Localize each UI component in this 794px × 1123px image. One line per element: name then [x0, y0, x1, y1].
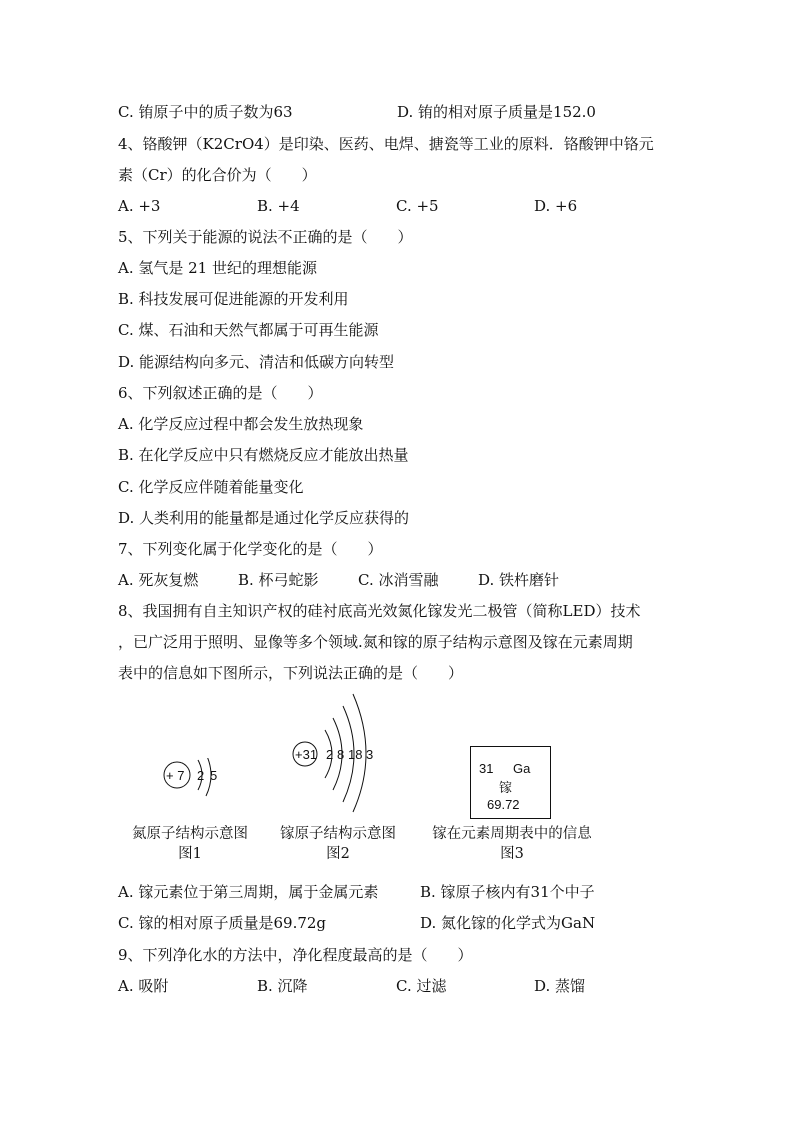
- gallium-electrons-shell-2: 8: [337, 747, 345, 762]
- gallium-atom-diagram: [285, 688, 395, 813]
- q7-option-c: C. 冰消雪融: [358, 571, 439, 589]
- gallium-electrons-shell-4: 3: [366, 747, 374, 762]
- gallium-atomic-number: 31: [479, 761, 494, 776]
- gallium-element-name: 镓: [499, 781, 513, 796]
- gallium-nucleus-charge: +31: [295, 747, 318, 762]
- q6-option-c: C. 化学反应伴随着能量变化: [118, 478, 304, 496]
- q4-option-b: B. +4: [257, 197, 300, 215]
- q4-option-c: C. +5: [396, 197, 439, 215]
- q8-stem-line3: 表中的信息如下图所示，下列说法正确的是（ ）: [118, 664, 464, 682]
- q8-stem-line2: ，已广泛用于照明、显像等多个领域.氮和镓的原子结构示意图及镓在元素周期: [118, 633, 633, 651]
- q7-stem: 7、下列变化属于化学变化的是（ ）: [118, 540, 383, 558]
- nitrogen-nucleus-charge: + 7: [166, 768, 185, 783]
- q4-option-d: D. +6: [534, 197, 578, 215]
- q6-option-b: B. 在化学反应中只有燃烧反应才能放出热量: [118, 446, 409, 464]
- q9-option-a: A. 吸附: [118, 977, 169, 995]
- fig2-caption: [268, 824, 408, 864]
- q3-option-c: C. 铕原子中的质子数为63: [118, 103, 293, 121]
- q4-option-a: A. +3: [118, 197, 161, 215]
- q6-option-a: A. 化学反应过程中都会发生放热现象: [118, 415, 364, 433]
- gallium-electrons-shell-3: 18: [348, 747, 363, 762]
- q5-option-c: C. 煤、石油和天然气都属于可再生能源: [118, 321, 379, 339]
- q7-option-a: A. 死灰复燃: [118, 571, 199, 589]
- q4-stem-line2: 素（Cr）的化合价为（ ）: [118, 166, 317, 184]
- fig1-label: 图1: [178, 846, 202, 862]
- q5-option-b: B. 科技发展可促进能源的开发利用: [118, 290, 349, 308]
- q8-stem-line1: 8、我国拥有自主知识产权的硅衬底高光效氮化镓发光二极管（简称LED）技术: [118, 602, 641, 620]
- gallium-atomic-mass: 69.72: [487, 797, 520, 812]
- gallium-periodic-table-cell: [470, 746, 551, 819]
- nitrogen-electrons-shell-2: 5: [210, 768, 218, 783]
- q8-option-d: D. 氮化镓的化学式为GaN: [420, 914, 596, 932]
- q5-option-d: D. 能源结构向多元、清洁和低碳方向转型: [118, 353, 395, 371]
- fig3-label: 图3: [500, 846, 524, 862]
- q6-option-d: D. 人类利用的能量都是通过化学反应获得的: [118, 509, 410, 527]
- q9-stem: 9、下列净化水的方法中，净化程度最高的是（ ）: [118, 946, 473, 964]
- q4-stem-line1: 4、铬酸钾（K2CrO4）是印染、医药、电焊、搪瓷等工业的原料．铬酸钾中铬元: [118, 135, 654, 153]
- nitrogen-electrons-shell-1: 2: [197, 768, 205, 783]
- fig3-caption: [422, 824, 602, 864]
- fig1-caption: [120, 824, 260, 864]
- q7-option-d: D. 铁杵磨针: [478, 571, 560, 589]
- q3-option-d: D. 铕的相对原子质量是152.0: [397, 103, 596, 121]
- q9-option-c: C. 过滤: [396, 977, 447, 995]
- fig2-caption-text: 镓原子结构示意图: [280, 826, 396, 842]
- q6-stem: 6、下列叙述正确的是（ ）: [118, 384, 323, 402]
- gallium-electrons-shell-1: 2: [326, 747, 334, 762]
- fig1-caption-text: 氮原子结构示意图: [132, 826, 248, 842]
- q9-option-b: B. 沉降: [257, 977, 308, 995]
- q7-option-b: B. 杯弓蛇影: [238, 571, 319, 589]
- q8-option-c: C. 镓的相对原子质量是69.72g: [118, 914, 327, 932]
- fig3-caption-text: 镓在元素周期表中的信息: [432, 826, 592, 842]
- q8-option-b: B. 镓原子核内有31个中子: [420, 883, 595, 901]
- q5-option-a: A. 氢气是 21 世纪的理想能源: [118, 259, 317, 277]
- fig2-label: 图2: [326, 846, 350, 862]
- q9-option-d: D. 蒸馏: [534, 977, 586, 995]
- nitrogen-atom-diagram: [150, 758, 230, 808]
- q8-option-a: A. 镓元素位于第三周期，属于金属元素: [118, 883, 379, 901]
- q5-stem: 5、下列关于能源的说法不正确的是（ ）: [118, 228, 413, 246]
- gallium-symbol: Ga: [513, 761, 531, 776]
